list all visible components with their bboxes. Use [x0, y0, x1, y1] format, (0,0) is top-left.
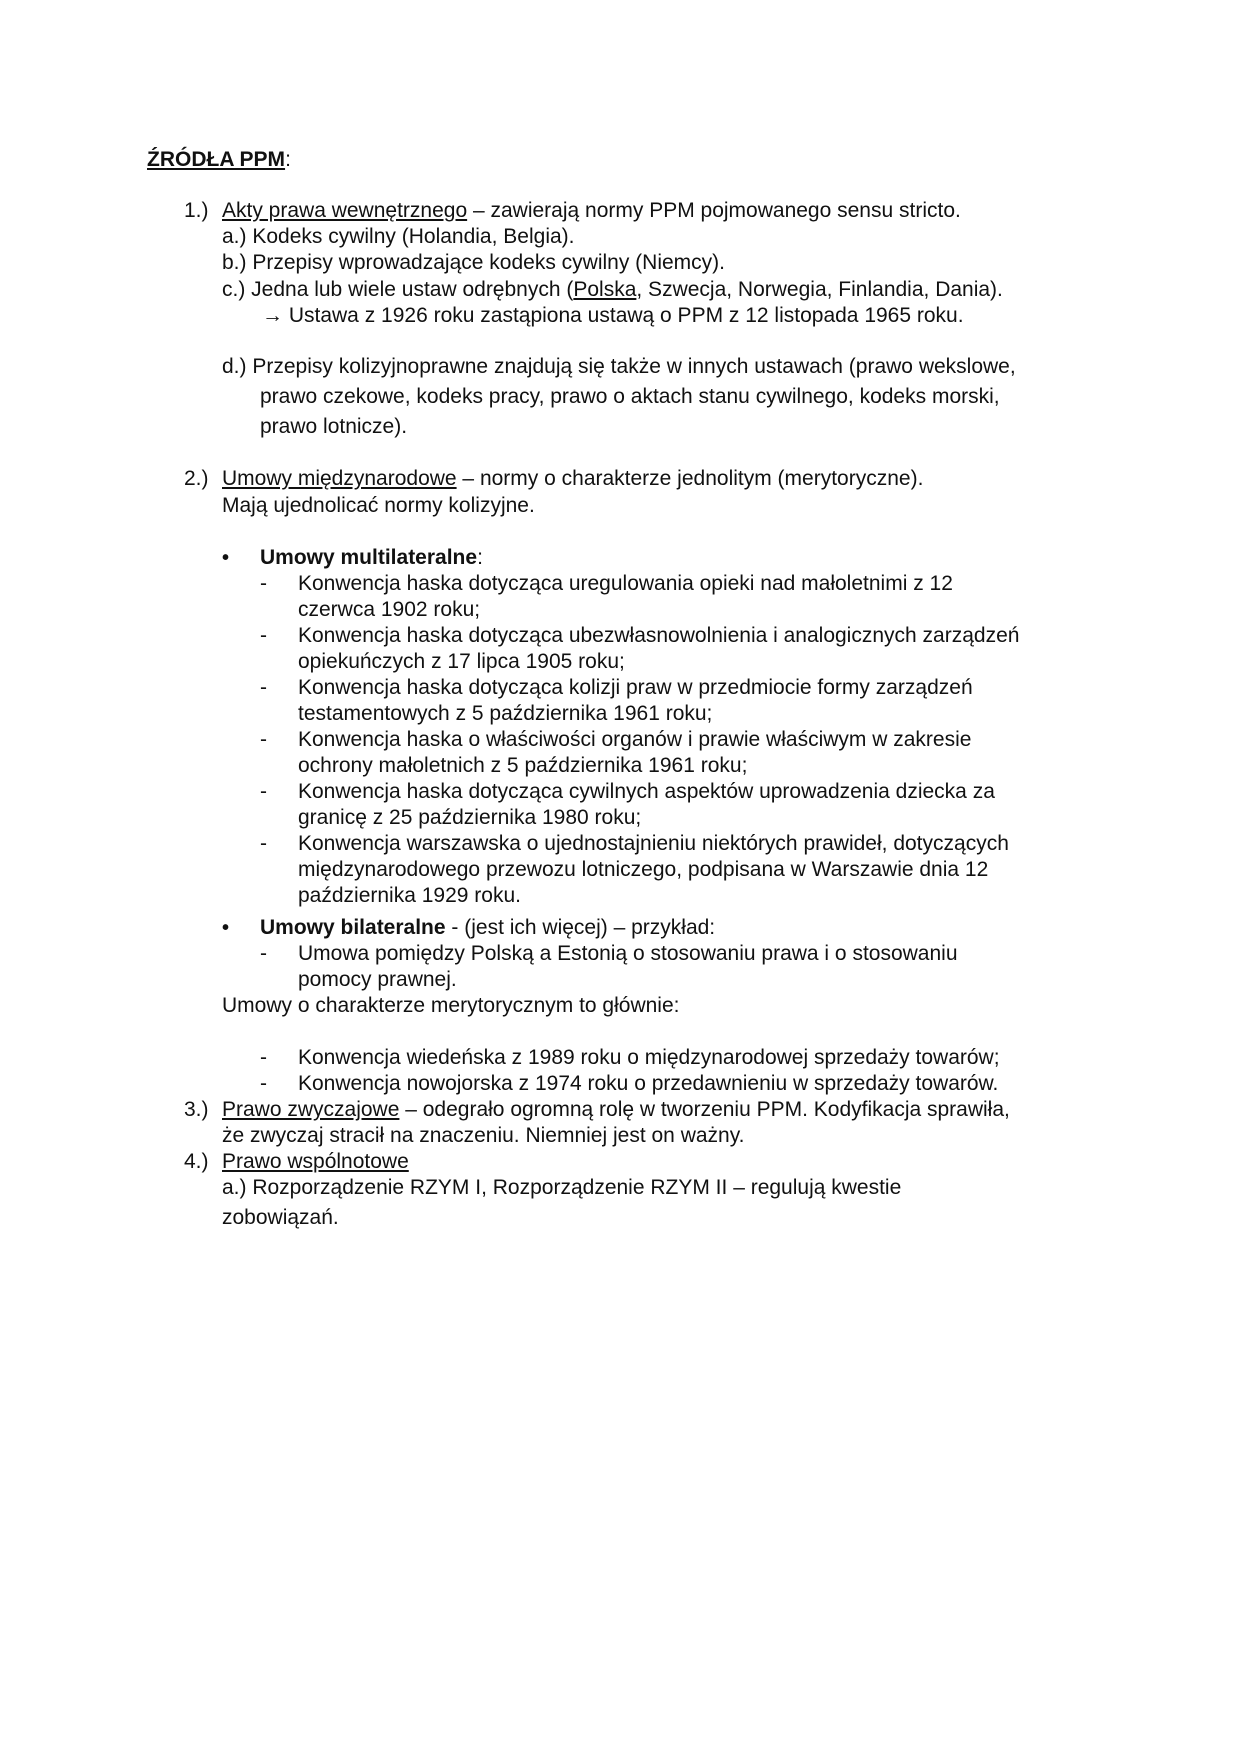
- section-2-heading: Umowy międzynarodowe – normy o charakterze jednolitym (merytoryczne).: [222, 467, 924, 490]
- multilateral-line: ochrony małoletnich z 5 października 1961 roku;: [298, 754, 748, 777]
- section-1-number: 1.): [184, 199, 209, 222]
- section-1-heading: Akty prawa wewnętrznego – zawierają normy PPM pojmowanego sensu stricto.: [222, 199, 961, 222]
- dash-marker: -: [260, 572, 267, 595]
- section-1-item-d-line-1: d.) Przepisy kolizyjnoprawne znajdują się także w innych ustawach (prawo wekslowe,: [222, 355, 1016, 378]
- bullet-bilateral: •: [222, 917, 230, 939]
- section-3-heading: Prawo zwyczajowe – odegrało ogromną rolę w tworzeniu PPM. Kodyfikacja sprawiła,: [222, 1098, 1010, 1121]
- multilateral-line: Konwencja haska dotycząca uregulowania opieki nad małoletnimi z 12: [298, 572, 953, 595]
- section-4-number: 4.): [184, 1150, 209, 1173]
- multilateral-line: międzynarodowego przewozu lotniczego, podpisana w Warszawie dnia 12: [298, 858, 989, 881]
- dash-marker: -: [260, 728, 267, 751]
- section-1-item-d-line-2: prawo czekowe, kodeks pracy, prawo o aktach stanu cywilnego, kodeks morski,: [260, 385, 1000, 408]
- multilateral-line: czerwca 1902 roku;: [298, 598, 481, 621]
- section-3-number: 3.): [184, 1098, 209, 1121]
- substantive-line: Konwencja wiedeńska z 1989 roku o międzynarodowej sprzedaży towarów;: [298, 1046, 1000, 1069]
- substantive-intro: Umowy o charakterze merytorycznym to głównie:: [222, 994, 680, 1017]
- multilateral-line: Konwencja warszawska o ujednostajnieniu niektórych prawideł, dotyczących: [298, 832, 1009, 855]
- section-4-item-a-line-2: zobowiązań.: [222, 1206, 339, 1229]
- dash-marker: -: [260, 676, 267, 699]
- bilateral-line: pomocy prawnej.: [298, 968, 457, 991]
- multilateral-line: Konwencja haska o właściwości organów i prawie właściwym w zakresie: [298, 728, 972, 751]
- multilateral-line: Konwencja haska dotycząca cywilnych aspektów uprowadzenia dziecka za: [298, 780, 995, 803]
- bilateral-line: Umowa pomiędzy Polską a Estonią o stosowaniu prawa i o stosowaniu: [298, 942, 958, 965]
- multilateral-line: granicę z 25 października 1980 roku;: [298, 806, 642, 829]
- dash-marker: -: [260, 1046, 267, 1069]
- multilateral-line: testamentowych z 5 października 1961 roku;: [298, 702, 713, 725]
- section-3-line-2: że zwyczaj stracił na znaczeniu. Niemniej jest on ważny.: [222, 1124, 745, 1147]
- section-1-item-c: c.) Jedna lub wiele ustaw odrębnych (Polska, Szwecja, Norwegia, Finlandia, Dania).: [222, 278, 1003, 301]
- section-4-item-a-line-1: a.) Rozporządzenie RZYM I, Rozporządzenie RZYM II – regulują kwestie: [222, 1176, 902, 1199]
- section-2-subtitle: Mają ujednolicać normy kolizyjne.: [222, 494, 535, 517]
- dash-marker: -: [260, 942, 267, 965]
- section-1-item-c-note: → Ustawa z 1926 roku zastąpiona ustawą o PPM z 12 listopada 1965 roku.: [262, 304, 964, 327]
- section-1-item-d-line-3: prawo lotnicze).: [260, 415, 408, 438]
- dash-marker: -: [260, 624, 267, 647]
- page-title: ŹRÓDŁA PPM:: [147, 148, 291, 171]
- dash-marker: -: [260, 832, 267, 855]
- bilateral-heading: Umowy bilateralne - (jest ich więcej) – przykład:: [260, 916, 716, 939]
- multilateral-heading: Umowy multilateralne:: [260, 546, 483, 569]
- substantive-line: Konwencja nowojorska z 1974 roku o przedawnieniu w sprzedaży towarów.: [298, 1072, 999, 1095]
- section-1-item-a: a.) Kodeks cywilny (Holandia, Belgia).: [222, 225, 575, 248]
- section-1-item-b: b.) Przepisy wprowadzające kodeks cywilny (Niemcy).: [222, 251, 725, 274]
- multilateral-line: opiekuńczych z 17 lipca 1905 roku;: [298, 650, 625, 673]
- multilateral-line: Konwencja haska dotycząca kolizji praw w przedmiocie formy zarządzeń: [298, 676, 973, 699]
- dash-marker: -: [260, 1072, 267, 1095]
- section-4-heading: Prawo wspólnotowe: [222, 1150, 409, 1173]
- bullet-multilateral: •: [222, 547, 230, 569]
- section-2-number: 2.): [184, 467, 209, 490]
- multilateral-line: października 1929 roku.: [298, 884, 521, 907]
- dash-marker: -: [260, 780, 267, 803]
- multilateral-line: Konwencja haska dotycząca ubezwłasnowolnienia i analogicznych zarządzeń: [298, 624, 1020, 647]
